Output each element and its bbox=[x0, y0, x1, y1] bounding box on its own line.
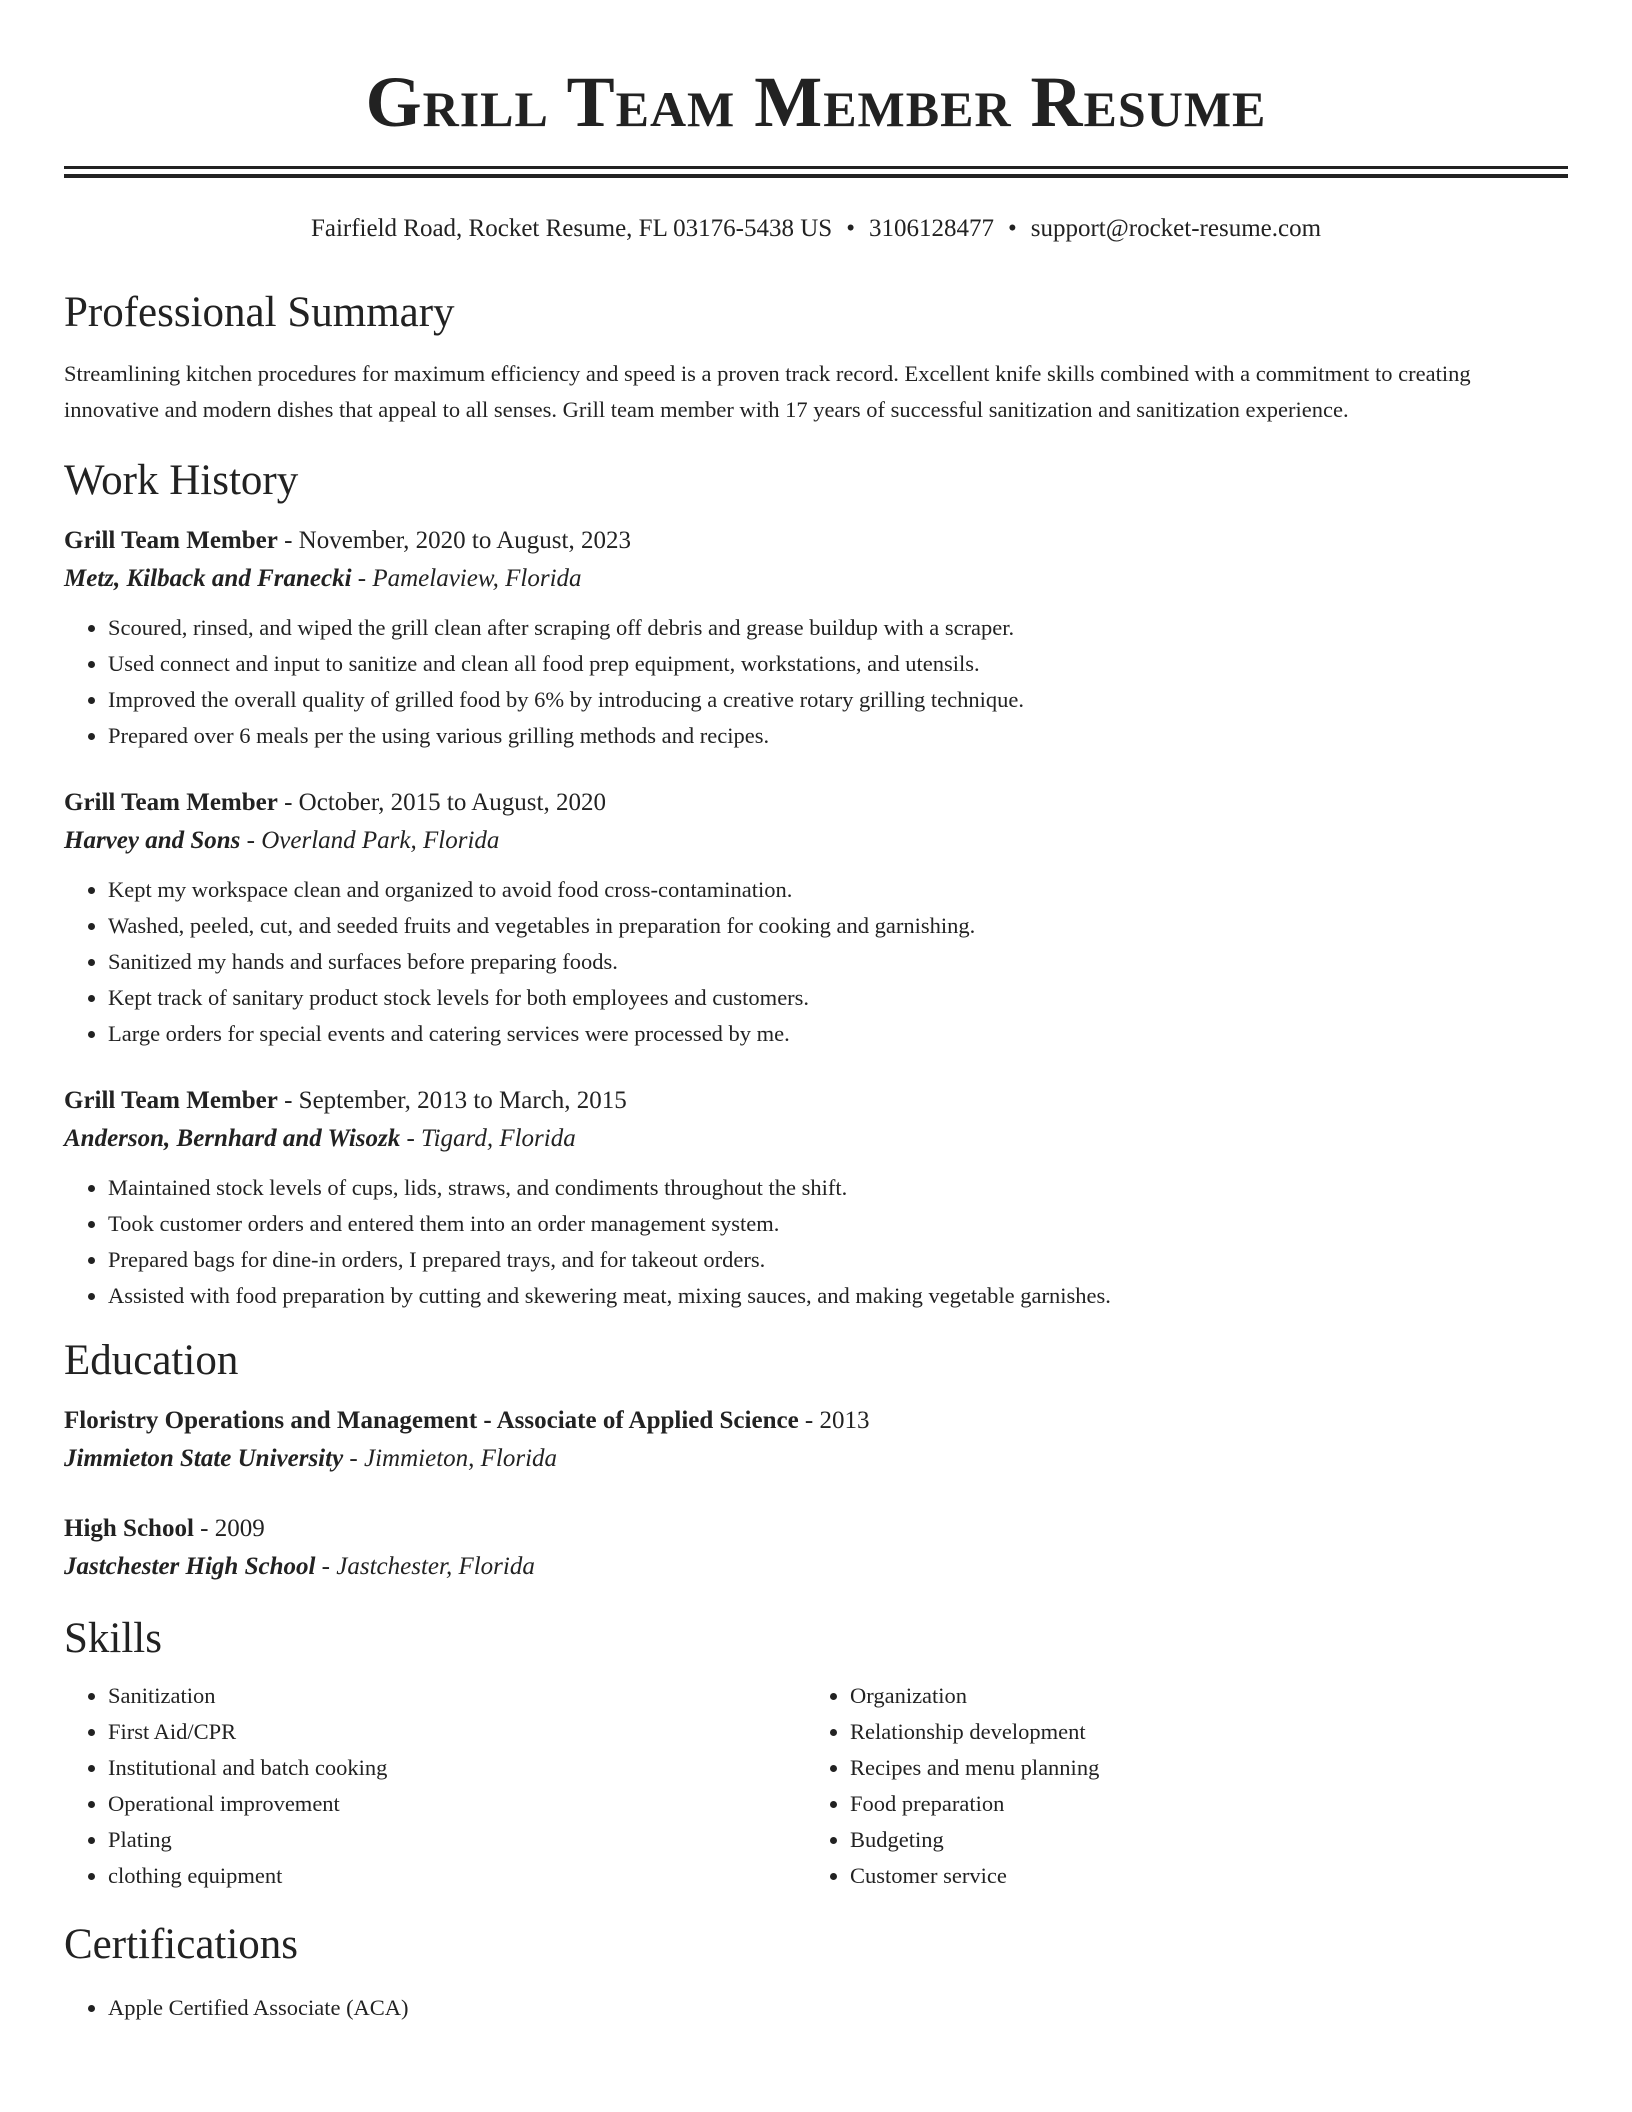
job-bullet: • Prepared over 6 meals per the using various grilling methods and recipes. bbox=[108, 718, 1568, 754]
skill-item: • Recipes and menu planning bbox=[850, 1750, 1548, 1786]
job-bullet: • Improved the overall quality of grilled food by 6% by introducing a creative rotary grilling technique. bbox=[108, 682, 1568, 718]
job-company: Harvey and Sons bbox=[64, 827, 241, 854]
certification-item: • Apple Certified Associate (ACA) bbox=[108, 1990, 1568, 2026]
education-location: - Jastchester, Florida bbox=[315, 1553, 535, 1580]
job-bullet: • Scoured, rinsed, and wiped the grill clean after scraping off debris and grease buildup with a scraper. bbox=[108, 610, 1568, 646]
summary-heading: Professional Summary bbox=[64, 289, 455, 336]
education-school: Jimmieton State University bbox=[64, 1445, 344, 1472]
skill-item: • Institutional and batch cooking bbox=[108, 1750, 806, 1786]
job-entry bbox=[64, 1082, 1568, 1314]
contact-separator: • bbox=[1007, 215, 1017, 242]
education-school-line bbox=[64, 1440, 1568, 1478]
resume-title: Grill Team Member Resume bbox=[365, 62, 1267, 142]
contact-address: Fairfield Road, Rocket Resume, FL 03176-5438 US bbox=[310, 215, 833, 242]
skill-item: • Customer service bbox=[850, 1858, 1548, 1894]
job-company-line bbox=[64, 822, 1568, 860]
education-degree-line bbox=[64, 1402, 1568, 1440]
job-title-line bbox=[64, 784, 1568, 822]
job-title: Grill Team Member bbox=[64, 1087, 278, 1114]
job-company: Metz, Kilback and Franecki bbox=[64, 565, 352, 592]
education-school-line bbox=[64, 1548, 1568, 1586]
job-title-line bbox=[64, 1082, 1568, 1120]
education-heading: Education bbox=[64, 1337, 239, 1384]
skill-item: • Sanitization bbox=[108, 1678, 806, 1714]
job-bullet: • Large orders for special events and catering services were processed by me. bbox=[108, 1016, 1568, 1052]
job-dates: - September, 2013 to March, 2015 bbox=[277, 1087, 627, 1114]
skill-item: • clothing equipment bbox=[108, 1858, 806, 1894]
job-title-line bbox=[64, 522, 1568, 560]
education-school: Jastchester High School bbox=[64, 1553, 316, 1580]
education-entry bbox=[64, 1402, 1568, 1478]
job-bullet: • Prepared bags for dine-in orders, I prepared trays, and for takeout orders. bbox=[108, 1242, 1568, 1278]
contact-phone: 3106128477 bbox=[868, 215, 994, 242]
job-location: - Tigard, Florida bbox=[400, 1125, 576, 1152]
skill-item: • Operational improvement bbox=[108, 1786, 806, 1822]
job-title: Grill Team Member bbox=[64, 789, 278, 816]
skill-item: • First Aid/CPR bbox=[108, 1714, 806, 1750]
job-location: - Pamelaview, Florida bbox=[351, 565, 582, 592]
certifications-list bbox=[64, 1990, 1568, 2026]
job-entry bbox=[64, 522, 1568, 754]
job-bullet: • Used connect and input to sanitize and clean all food prep equipment, workstations, and utensils. bbox=[108, 646, 1568, 682]
education-year: - 2009 bbox=[193, 1515, 265, 1542]
work-history-heading: Work History bbox=[64, 457, 299, 504]
skill-item: • Organization bbox=[850, 1678, 1548, 1714]
skill-item: • Plating bbox=[108, 1822, 806, 1858]
skill-item: • Budgeting bbox=[850, 1822, 1548, 1858]
job-entry bbox=[64, 784, 1568, 1052]
job-bullets bbox=[64, 872, 1568, 1052]
contact-separator: • bbox=[846, 215, 855, 242]
job-company-line bbox=[64, 1120, 1568, 1158]
contact-line bbox=[64, 214, 1568, 244]
education-location: - Jimmieton, Florida bbox=[343, 1445, 558, 1472]
job-bullet: • Kept my workspace clean and organized to avoid food cross-contamination. bbox=[108, 872, 1568, 908]
summary-text: Streamlining kitchen procedures for maximum efficiency and speed is a proven track record. Excellent knife skills combined with a commitment to creating innovative and modern dishes that appeal to all senses. Grill team member with 17 years of successful sanitization and sanitization experience. bbox=[64, 361, 1471, 422]
job-bullets bbox=[64, 1170, 1568, 1314]
skills-heading: Skills bbox=[64, 1615, 162, 1662]
skills-grid bbox=[64, 1678, 1568, 1894]
title-divider bbox=[64, 166, 1568, 178]
skills-column-left bbox=[64, 1678, 806, 1894]
skills-column-right bbox=[806, 1678, 1548, 1894]
job-dates: - October, 2015 to August, 2020 bbox=[277, 789, 606, 816]
job-bullet: • Took customer orders and entered them into an order management system. bbox=[108, 1206, 1568, 1242]
job-company: Anderson, Bernhard and Wisozk bbox=[64, 1125, 401, 1152]
job-dates: - November, 2020 to August, 2023 bbox=[277, 527, 631, 554]
job-bullet: • Washed, peeled, cut, and seeded fruits and vegetables in preparation for cooking and garnishing. bbox=[108, 908, 1568, 944]
job-bullet: • Kept track of sanitary product stock levels for both employees and customers. bbox=[108, 980, 1568, 1016]
job-company-line bbox=[64, 560, 1568, 598]
job-bullet: • Assisted with food preparation by cutting and skewering meat, mixing sauces, and making vegetable garnishes. bbox=[108, 1278, 1568, 1314]
skill-item: • Food preparation bbox=[850, 1786, 1548, 1822]
education-degree-line bbox=[64, 1510, 1568, 1548]
education-entry bbox=[64, 1510, 1568, 1586]
education-degree: High School bbox=[64, 1515, 194, 1542]
education-year: - 2013 bbox=[798, 1407, 870, 1434]
job-location: - Overland Park, Florida bbox=[240, 827, 500, 854]
job-bullet: • Sanitized my hands and surfaces before preparing foods. bbox=[108, 944, 1568, 980]
certifications-heading: Certifications bbox=[64, 1921, 299, 1968]
job-bullets bbox=[64, 610, 1568, 754]
skill-item: • Relationship development bbox=[850, 1714, 1548, 1750]
job-title: Grill Team Member bbox=[64, 527, 278, 554]
education-degree: Floristry Operations and Management - Associate of Applied Science bbox=[64, 1407, 799, 1434]
job-bullet: • Maintained stock levels of cups, lids, straws, and condiments throughout the shift. bbox=[108, 1170, 1568, 1206]
contact-email[interactable]: support@rocket-resume.com bbox=[1030, 215, 1322, 242]
